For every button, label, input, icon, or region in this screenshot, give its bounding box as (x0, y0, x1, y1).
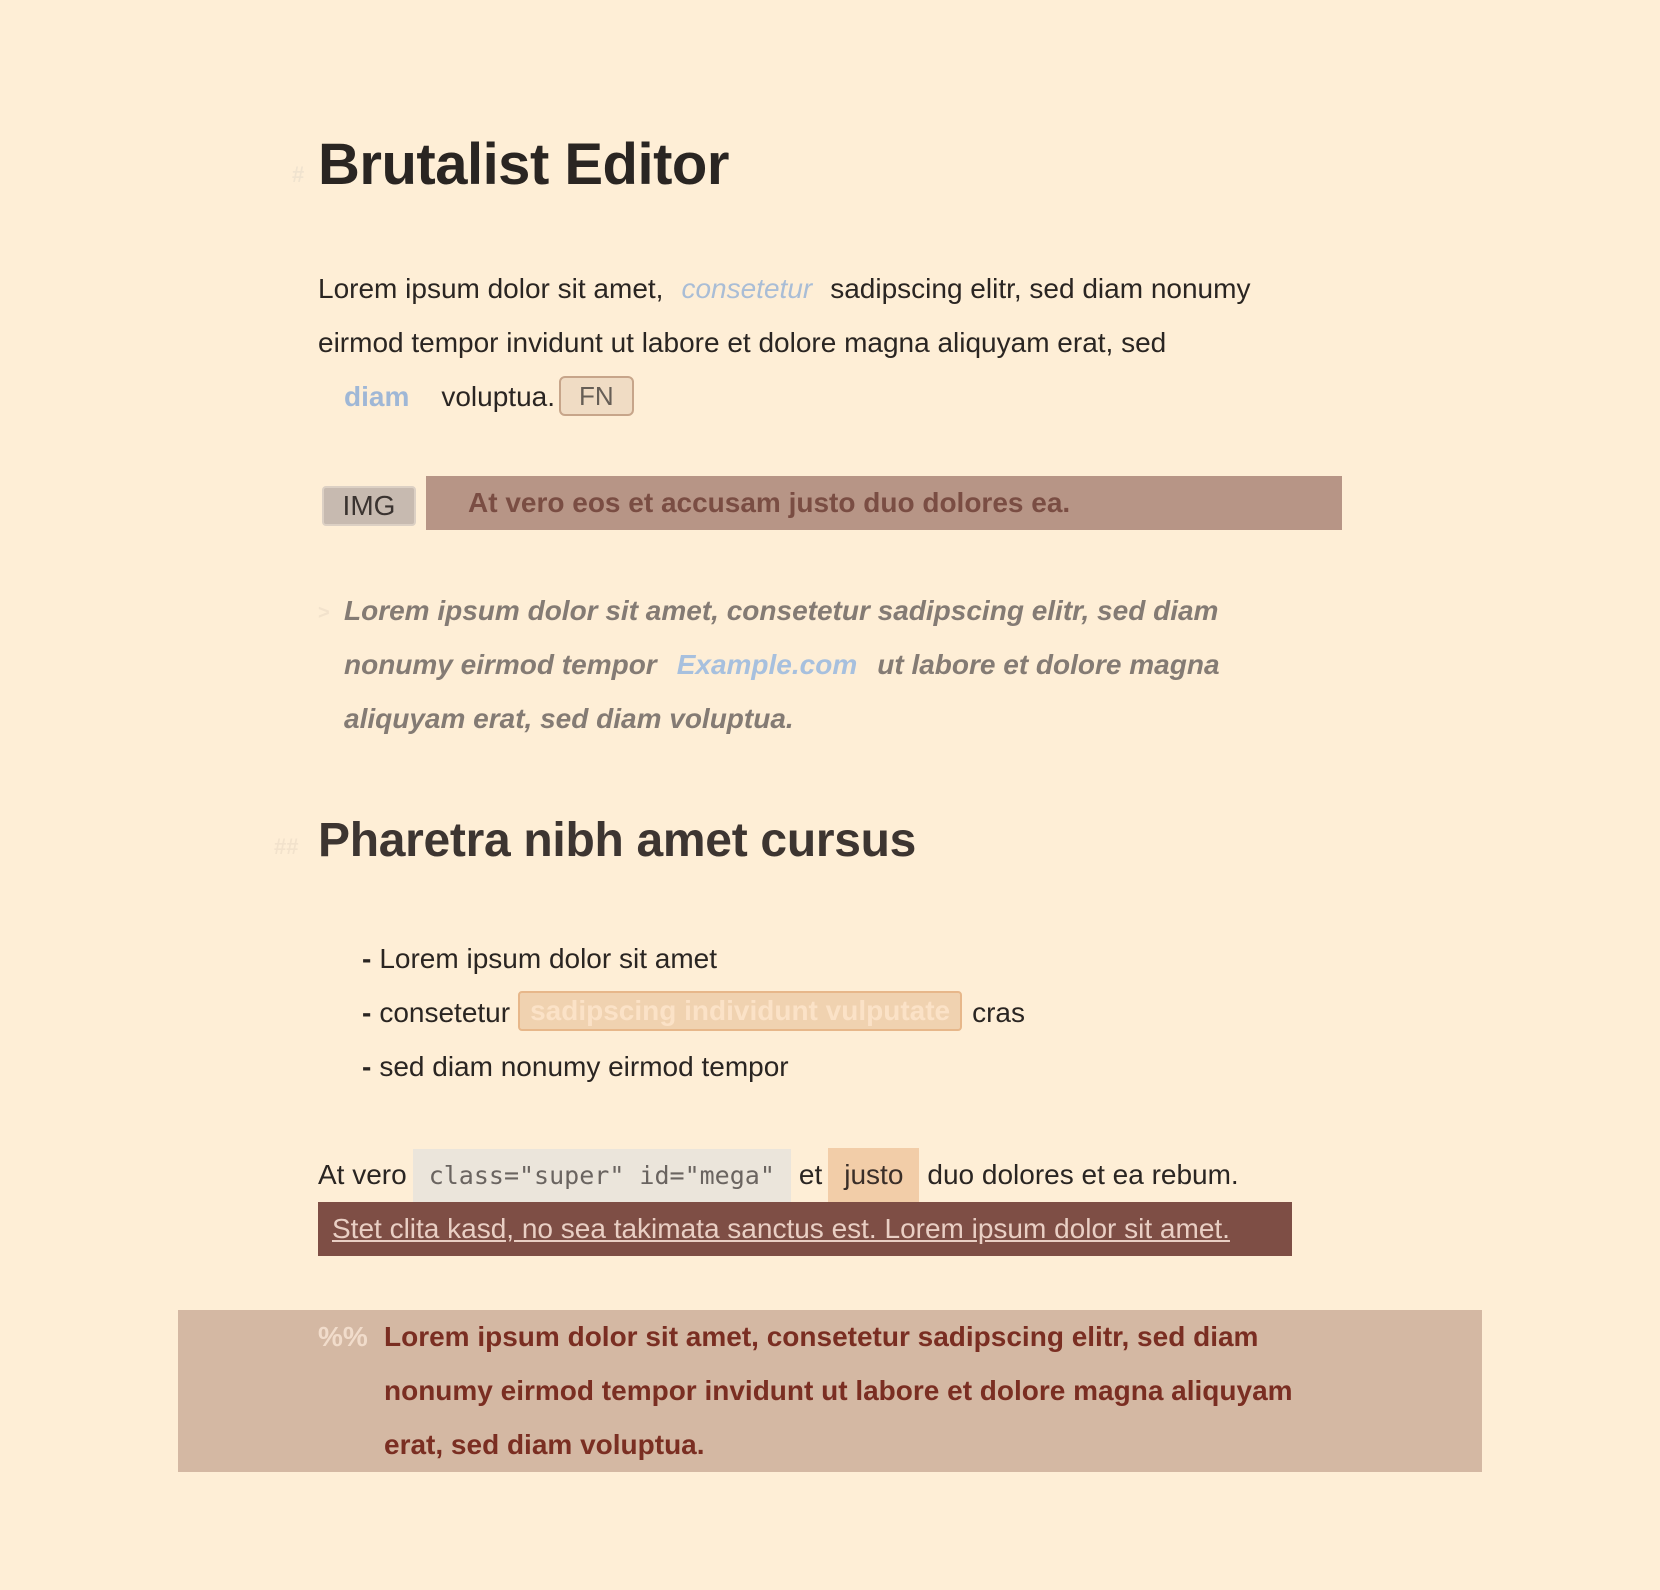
paragraph-1-text: sadipscing elitr, sed diam nonumy (830, 273, 1251, 304)
paragraph-2[interactable] (318, 1148, 1239, 1203)
bullet-list (362, 932, 1025, 1094)
image-row (322, 476, 1352, 530)
heading-1-marker: # (292, 162, 305, 187)
paragraph-2-text: duo dolores et ea rebum. (927, 1159, 1239, 1190)
comment-line-2: nonumy eirmod tempor invidunt ut labore et dolore magna aliquyam (384, 1375, 1293, 1406)
list-item-text: Lorem ipsum dolor sit amet (379, 943, 718, 974)
inline-link-diam[interactable]: diam (344, 381, 410, 412)
comment-line-1: Lorem ipsum dolor sit amet, consetetur sadipscing elitr, sed diam (384, 1321, 1259, 1352)
heading-1-block[interactable] (292, 120, 729, 210)
blockquote-line-3: aliquyam erat, sed diam voluptua. (344, 703, 794, 734)
paragraph-1-text: Lorem ipsum dolor sit amet, (318, 273, 664, 304)
page-title[interactable]: Brutalist Editor (318, 132, 729, 197)
paragraph-2-text: et (798, 1159, 823, 1190)
paragraph-1-line-3 (318, 370, 1338, 424)
section-heading[interactable]: Pharetra nibh amet cursus (318, 814, 917, 867)
list-item-text: consetetur (379, 997, 511, 1028)
inline-link-example[interactable]: Example.com (676, 649, 858, 680)
paragraph-2-text: At vero (318, 1159, 407, 1190)
blockquote[interactable] (318, 584, 1348, 746)
marked-text[interactable]: justo (828, 1148, 919, 1202)
comment-line-3: erat, sed diam voluptua. (384, 1429, 705, 1460)
paragraph-1[interactable] (318, 262, 1338, 424)
blockquote-line-2 (344, 638, 1304, 692)
list-item[interactable] (362, 932, 1025, 986)
list-dash: - (362, 943, 372, 974)
inline-link-consetetur[interactable]: consetetur (681, 273, 813, 304)
list-item-text: sed diam nonumy eirmod tempor (379, 1051, 789, 1082)
blockquote-text (344, 584, 1304, 746)
blockquote-marker: > (318, 602, 330, 624)
list-item[interactable] (362, 986, 1025, 1040)
comment-marker: %% (318, 1321, 368, 1352)
list-item[interactable] (362, 1040, 1025, 1094)
footnote-badge[interactable]: FN (559, 376, 634, 416)
list-item-text: cras (972, 997, 1026, 1028)
image-caption[interactable]: At vero eos et accusam justo duo dolores ea. (426, 476, 1342, 530)
comment-text (384, 1310, 1384, 1472)
comment-block[interactable] (178, 1310, 1482, 1472)
styled-sentence-block[interactable]: Stet clita kasd, no sea takimata sanctus est. Lorem ipsum dolor sit amet. (318, 1202, 1292, 1256)
paragraph-1-line-2: eirmod tempor invidunt ut labore et dolore magna aliquyam erat, sed (318, 327, 1167, 358)
heading-2-block[interactable] (274, 806, 917, 876)
heading-2-marker: ## (274, 834, 299, 859)
highlight-tag[interactable]: sadipscing individunt vulputate (518, 991, 962, 1031)
inline-code[interactable]: class="super" id="mega" (413, 1149, 791, 1203)
list-dash: - (362, 997, 372, 1028)
blockquote-line-1: Lorem ipsum dolor sit amet, consetetur sadipscing elitr, sed diam (344, 595, 1219, 626)
blockquote-text-segment: nonumy eirmod tempor (344, 649, 657, 680)
paragraph-1-line-1 (318, 262, 1338, 316)
image-badge[interactable]: IMG (322, 486, 416, 526)
list-dash: - (362, 1051, 372, 1082)
paragraph-1-text: voluptua. (441, 381, 555, 412)
blockquote-text-segment: ut labore et dolore magna (877, 649, 1220, 680)
